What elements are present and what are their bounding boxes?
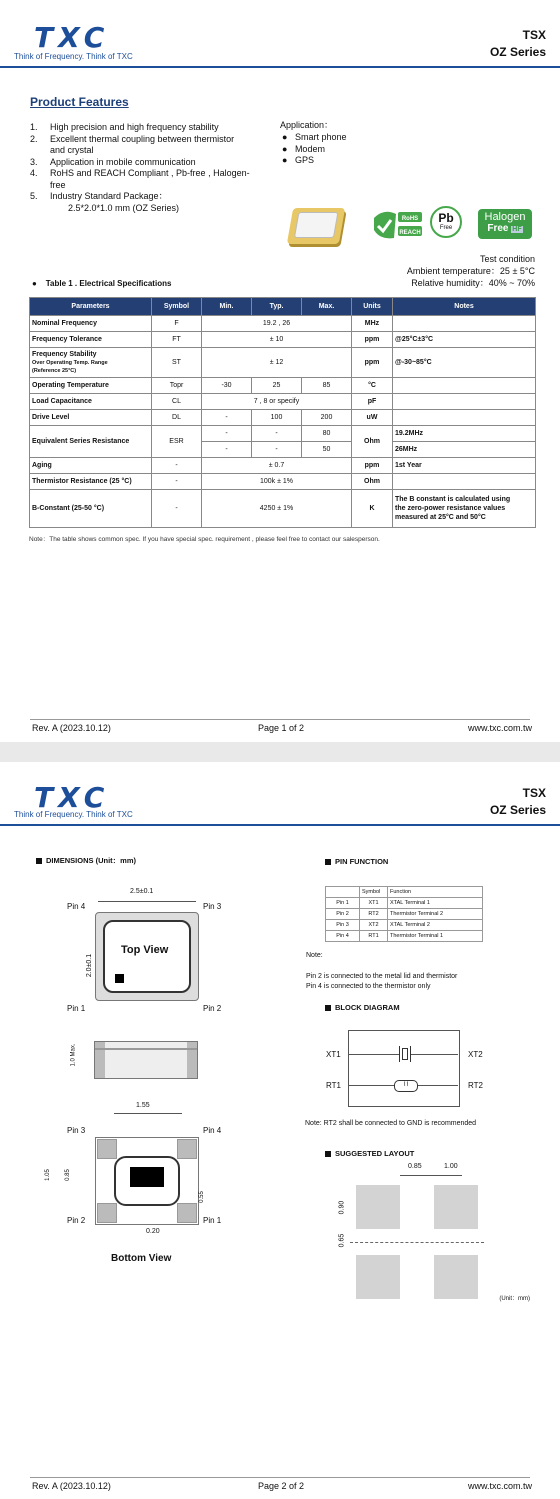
top-view-package — [95, 912, 199, 1001]
pin1-bottom: Pin 1 — [203, 1216, 222, 1225]
pin3-bottom: Pin 3 — [67, 1126, 86, 1135]
rt2-label: RT2 — [468, 1081, 483, 1090]
pin1-marker — [115, 974, 124, 983]
footer-page: Page 1 of 2 — [258, 723, 305, 733]
feature-item: 3. Application in mobile communication — [30, 156, 196, 167]
layout-center-line — [350, 1242, 484, 1243]
dim-105: 1.05 — [44, 1169, 51, 1181]
svg-text:REACH: REACH — [399, 230, 421, 236]
bottom-view-label: Bottom View — [111, 1253, 172, 1264]
feature-item: 1. High precision and high frequency stability — [30, 122, 219, 132]
brand: TSX — [522, 28, 546, 42]
table-row: Aging - ± 0.7 ppm 1st Year — [30, 458, 536, 474]
tagline: Think of Frequency. Think of TXC — [14, 52, 133, 61]
test-condition-humidity: Relative humidity：40% ~ 70% — [411, 278, 535, 288]
table-header-row: Parameters Symbol Min. Typ. Max. Units Notes — [30, 298, 536, 316]
dim-line-layout — [400, 1175, 462, 1176]
features-title: Product Features — [30, 95, 129, 109]
table-row: B-Constant (25-50 °C) - 4250 ± 1% K The B constant is calculated using the zero-power resistance values measured at 25°C and 50°C — [30, 490, 536, 528]
txc-logo: TXC — [34, 781, 110, 814]
footer-url[interactable]: www.txc.com.tw — [467, 1481, 532, 1491]
tagline: Think of Frequency. Think of TXC — [14, 810, 133, 819]
layout-unit: (Unit：mm) — [499, 1296, 530, 1302]
pb-free-badge: Pb Free — [430, 206, 462, 238]
feature-item: 5. Industry Standard Package： — [30, 191, 168, 201]
side-view — [94, 1041, 198, 1079]
table-row: Frequency Stability Over Operating Temp. Range (Reference 25°C) ST ± 12 ppm @-30~85°C — [30, 348, 536, 378]
footer-rev: Rev. A (2023.10.12) — [32, 723, 111, 733]
bottom-view-package — [95, 1137, 199, 1225]
top-view-label: Top View — [121, 944, 169, 956]
pin2-bottom: Pin 2 — [67, 1216, 86, 1225]
footer-page: Page 2 of 2 — [258, 1481, 305, 1491]
header-rule — [0, 66, 560, 68]
dim-155: 1.55 — [136, 1102, 150, 1109]
table-row: Load Capacitance CL 7 , 8 or specify pF — [30, 394, 536, 410]
header-rule — [0, 824, 560, 826]
block-note: Note: RT2 shall be connected to GND is recommended — [305, 1120, 477, 1127]
pin-function-table — [325, 886, 483, 942]
dim-100-layout: 1.00 — [444, 1163, 458, 1170]
dimensions-title: DIMENSIONS (Unit：mm) — [36, 855, 136, 866]
product-image — [287, 208, 345, 244]
svg-text:RoHS: RoHS — [401, 216, 419, 222]
page-1 — [0, 0, 560, 742]
table-row: Pin 3 XT2 XTAL Terminal 2 — [326, 920, 483, 931]
dim-width-line — [98, 901, 196, 902]
layout-pad — [434, 1185, 478, 1229]
pin4-top: Pin 4 — [67, 902, 86, 911]
dim-width: 2.5±0.1 — [130, 888, 154, 895]
table-note: Note：The table shows common spec. If you have special spec. requirement , please feel free to contact our salesperson. — [29, 536, 380, 543]
dim-155-line — [114, 1113, 182, 1114]
series: OZ Series — [489, 45, 546, 59]
pin-note-title: Note: — [306, 952, 323, 959]
brand: TSX — [522, 786, 546, 800]
footer-rule — [30, 1477, 530, 1478]
page-separator — [0, 742, 560, 762]
halogen-free-badge: Halogen Free HF — [478, 209, 532, 239]
pin4-bottom: Pin 4 — [203, 1126, 222, 1135]
layout-pad — [434, 1255, 478, 1299]
table-row: Pin 1 XT1 XTAL Terminal 1 — [326, 898, 483, 909]
table-row: Frequency Tolerance FT ± 10 ppm @25°C±3°C — [30, 332, 536, 348]
layout-pad — [356, 1185, 400, 1229]
application-list — [282, 132, 346, 167]
feature-item: 2.5*2.0*1.0 mm (OZ Series) — [68, 202, 180, 213]
feature-item: and crystal — [50, 145, 94, 155]
feature-item: 4. RoHS and REACH Compliant , Pb-free , Halogen- — [30, 168, 250, 178]
test-condition-title: Test condition — [479, 254, 535, 264]
table-header-row: Symbol Function — [326, 887, 483, 898]
application-item: ● Smart phone — [282, 132, 347, 142]
block-diagram — [348, 1030, 460, 1107]
application-title: Application： — [280, 120, 334, 130]
rohs-badge — [370, 208, 426, 240]
dim-055: 0.55 — [198, 1191, 205, 1203]
pin-note-2: Pin 4 is connected to the thermistor only — [306, 983, 431, 990]
feature-item: free — [50, 179, 66, 190]
page-2 — [0, 762, 560, 1499]
application-item: ● GPS — [282, 155, 314, 165]
table-row: Drive Level DL - 100 200 uW — [30, 410, 536, 426]
footer-url[interactable]: www.txc.com.tw — [467, 723, 532, 733]
footer-rev: Rev. A (2023.10.12) — [32, 1481, 111, 1491]
pin2-top: Pin 2 — [203, 1004, 222, 1013]
footer-rule — [30, 719, 530, 720]
pin-function-title: PIN FUNCTION — [325, 857, 388, 866]
txc-logo: TXC — [34, 21, 110, 54]
table-row: Pin 2 RT2 Thermistor Terminal 2 — [326, 909, 483, 920]
dim-thick: 1.0 Max. — [70, 1043, 77, 1067]
dim-height: 2.0±0.1 — [86, 953, 94, 978]
dim-085: 0.85 — [64, 1169, 71, 1181]
dim-020: 0.20 — [146, 1228, 160, 1235]
pin3-top: Pin 3 — [203, 902, 222, 911]
pin1-top: Pin 1 — [67, 1004, 86, 1013]
rt1-label: RT1 — [326, 1081, 341, 1090]
xt2-label: XT2 — [468, 1050, 483, 1059]
table-row: Thermistor Resistance (25 °C) - 100k ± 1% Ohm — [30, 474, 536, 490]
crystal-icon — [399, 1046, 411, 1062]
table-row: Pin 4 RT1 Thermistor Terminal 1 — [326, 931, 483, 942]
table-row: Nominal Frequency F 19.2 , 26 MHz — [30, 316, 536, 332]
table-title: ● Table 1 . Electrical Specifications — [32, 279, 172, 288]
table-row: Operating Temperature Topr -30 25 85 °C — [30, 378, 536, 394]
layout-pad — [356, 1255, 400, 1299]
block-diagram-title: BLOCK DIAGRAM — [325, 1003, 400, 1012]
application-item: ● Modem — [282, 143, 325, 154]
features-list — [30, 122, 275, 214]
dim-065-layout: 0.65 — [338, 1233, 346, 1248]
table-row: - - 50 26MHz — [30, 442, 536, 458]
suggested-layout-title: SUGGESTED LAYOUT — [325, 1149, 414, 1158]
feature-item: 2. Excellent thermal coupling between thermistor — [30, 133, 235, 144]
pin-note-1: Pin 2 is connected to the metal lid and thermistor — [306, 973, 458, 980]
dim-090-layout: 0.90 — [338, 1200, 346, 1215]
xt1-label: XT1 — [326, 1050, 341, 1059]
table-row: Equivalent Series Resistance ESR - - 80 Ohm 19.2MHz — [30, 426, 536, 442]
series: OZ Series — [489, 803, 546, 817]
thermistor-icon: ⌇⌇ — [394, 1080, 418, 1092]
test-condition-temp: Ambient temperature：25 ± 5°C — [406, 266, 535, 276]
electrical-spec-table — [29, 297, 536, 528]
dim-085-layout: 0.85 — [408, 1163, 422, 1170]
